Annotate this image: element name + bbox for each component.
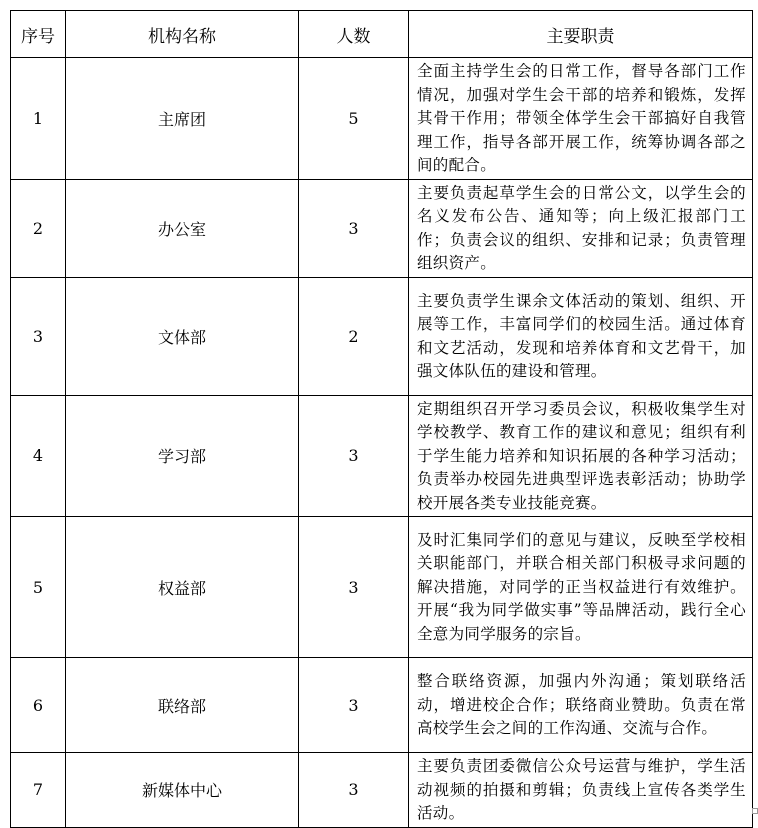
row-index: 4: [11, 395, 66, 517]
row-org-name: 学习部: [66, 395, 299, 517]
row-org-name: 联络部: [66, 658, 299, 753]
row-index: 5: [11, 517, 66, 658]
row-org-name: 权益部: [66, 517, 299, 658]
row-count: 3: [299, 753, 409, 828]
table-row: [11, 658, 753, 753]
row-duty: 主要负责学生课余文体活动的策划、组织、开展等工作，丰富同学们的校园生活。通过体育和文艺活动，发现和培养体育和文艺骨干，加强文体队伍的建设和管理。: [409, 277, 753, 395]
header-row: [11, 11, 753, 58]
row-count: 3: [299, 658, 409, 753]
table-row: [11, 58, 753, 180]
table-row: [11, 395, 753, 517]
row-duty: 主要负责起草学生会的日常公文，以学生会的名义发布公告、通知等；向上级汇报部门工作；负责会议的组织、安排和记录；负责管理组织资产。: [409, 179, 753, 277]
row-duty: 全面主持学生会的日常工作，督导各部门工作情况，加强对学生会干部的培养和锻炼，发挥其骨干作用；带领全体学生会干部搞好自我管理工作，指导各部开展工作，统筹协调各部之间的配合。: [409, 58, 753, 180]
header-org-name: 机构名称: [66, 11, 299, 58]
row-count: 3: [299, 517, 409, 658]
row-duty: 整合联络资源，加强内外沟通；策划联络活动，增进校企合作；联络商业赞助。负责在常高校学生会之间的工作沟通、交流与合作。: [409, 658, 753, 753]
row-count: 3: [299, 395, 409, 517]
row-count: 2: [299, 277, 409, 395]
row-duty: 定期组织召开学习委员会议，积极收集学生对学校教学、教育工作的建议和意见；组织有利于学生能力培养和知识拓展的各种学习活动；负责举办校园先进典型评选表彰活动；协助学校开展各类专业技能竞赛。: [409, 395, 753, 517]
row-index: 2: [11, 179, 66, 277]
row-index: 3: [11, 277, 66, 395]
row-org-name: 文体部: [66, 277, 299, 395]
table-row: [11, 753, 753, 828]
header-duty: 主要职责: [409, 11, 753, 58]
row-count: 5: [299, 58, 409, 180]
table-resize-handle[interactable]: [752, 808, 758, 814]
row-index: 7: [11, 753, 66, 828]
row-count: 3: [299, 179, 409, 277]
header-index: 序号: [11, 11, 66, 58]
row-index: 6: [11, 658, 66, 753]
table-row: [11, 179, 753, 277]
table-row: [11, 517, 753, 658]
student-union-table: [10, 10, 753, 828]
row-duty: 主要负责团委微信公众号运营与维护，学生活动视频的拍摄和剪辑；负责线上宣传各类学生活动。: [409, 753, 753, 828]
header-count: 人数: [299, 11, 409, 58]
table-row: [11, 277, 753, 395]
row-duty: 及时汇集同学们的意见与建议，反映至学校相关职能部门，并联合相关部门积极寻求问题的解决措施，对同学的正当权益进行有效维护。开展“我为同学做实事”等品牌活动，践行全心全意为同学服务的宗旨。: [409, 517, 753, 658]
row-index: 1: [11, 58, 66, 180]
row-org-name: 办公室: [66, 179, 299, 277]
row-org-name: 主席团: [66, 58, 299, 180]
row-org-name: 新媒体中心: [66, 753, 299, 828]
